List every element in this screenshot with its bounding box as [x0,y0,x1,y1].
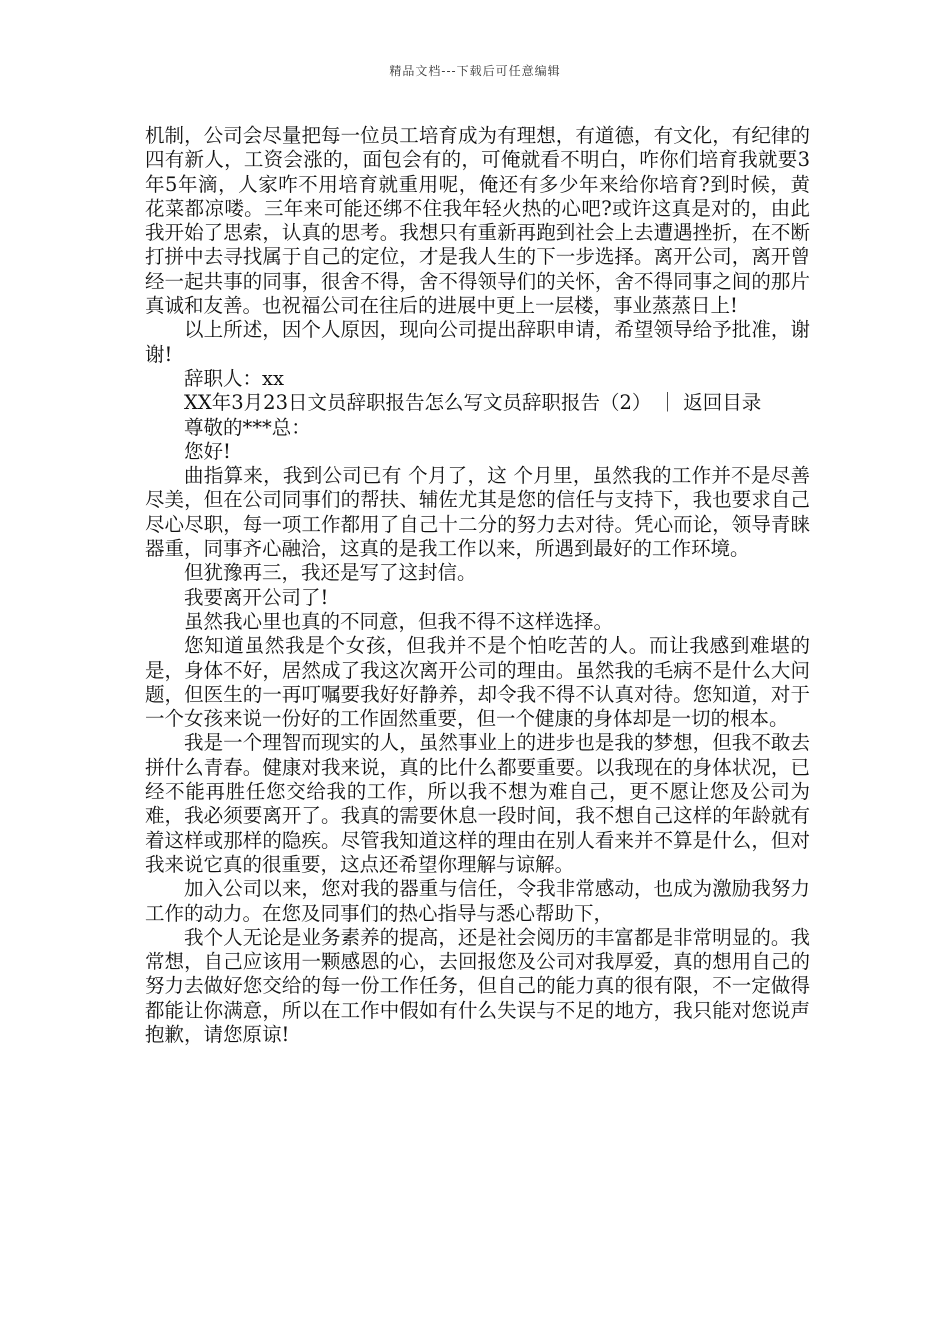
document-body [145,124,810,1047]
signature-line: 辞职人：xx [184,366,284,390]
paragraph-9: 我要离开公司了! [184,585,329,609]
paragraph-13: 加入公司以来，您对我的器重与信任，令我非常感动，也成为激励我努力工作的动力。在您及同事们的热心指导与悉心帮助下， [145,877,810,925]
page-header: 精品文档---下载后可任意编辑 [389,64,561,78]
salutation: 尊敬的***总： [184,415,311,439]
paragraph-2: 以上所述，因个人原因，现向公司提出辞职申请，希望领导给予批准，谢谢! [145,318,810,366]
greeting: 您好! [184,439,231,463]
section-title-link[interactable]: XX年3月23日文员辞职报告怎么写文员辞职报告（2） ｜ 返回目录 [184,391,762,415]
paragraph-12: 我是一个理智而现实的人，虽然事业上的进步也是我的梦想，但我不敢去拼什么青春。健康对我来说，真的比什么都要重要。以我现在的身体状况，已经不能再胜任您交给我的工作，所以我不想为难自己，更不愿让您及公司为难，我必须要离开了。我真的需要休息一段时间，我不想自己这样的年龄就有着这样或那样的隐疾。尽管我知道这样的理由在别人看来并不算是什么，但对我来说它真的很重要，这点还希望你理解与谅解。 [145,731,810,876]
paragraph-7: 曲指算来，我到公司已有 个月了，这 个月里，虽然我的工作并不是尽善尽美，但在公司同事们的帮扶、辅佐尤其是您的信任与支持下，我也要求自己尽心尽职，每一项工作都用了自己十二分的努力去对待。凭心而论，领导青睐器重，同事齐心融洽，这真的是我工作以来，所遇到最好的工作环境。 [145,464,810,561]
paragraph-8: 但犹豫再三，我还是写了这封信。 [184,561,477,585]
paragraph-11: 您知道虽然我是个女孩，但我并不是个怕吃苦的人。而让我感到难堪的是，身体不好，居然成了我这次离开公司的理由。虽然我的毛病不是什么大问题，但医生的一再叮嘱要我好好静养，却令我不得不认真对待。您知道，对于一个女孩来说一份好的工作固然重要，但一个健康的身体却是一切的根本。 [145,634,810,731]
paragraph-14: 我个人无论是业务素养的提高，还是社会阅历的丰富都是非常明显的。我常想，自己应该用一颗感恩的心，去回报您及公司对我厚爱，真的想用自己的努力去做好您交给的每一份工作任务，但自己的能力真的很有限，不一定做得都能让你满意，所以在工作中假如有什么失误与不足的地方，我只能对您说声抱歉，请您原谅! [145,925,810,1046]
paragraph-1: 机制，公司会尽量把每一位员工培育成为有理想，有道德，有文化，有纪律的四有新人，工资会涨的，面包会有的，可俺就看不明白，咋你们培育我就要3年5年滴，人家咋不用培育就重用呢，俺还有多少年来给你培育?到时候，黄花菜都凉喽。三年来可能还绑不住我年轻火热的心吧?或许这真是对的，由此我开始了思索，认真的思考。我想只有重新再跑到社会上去遭遇挫折，在不断打拼中去寻找属于自己的定位，才是我人生的下一步选择。离开公司，离开曾经一起共事的同事，很舍不得，舍不得领导们的关怀，舍不得同事之间的那片真诚和友善。也祝福公司在往后的进展中更上一层楼，事业蒸蒸日上! [145,124,810,318]
paragraph-10: 虽然我心里也真的不同意，但我不得不这样选择。 [184,609,614,633]
